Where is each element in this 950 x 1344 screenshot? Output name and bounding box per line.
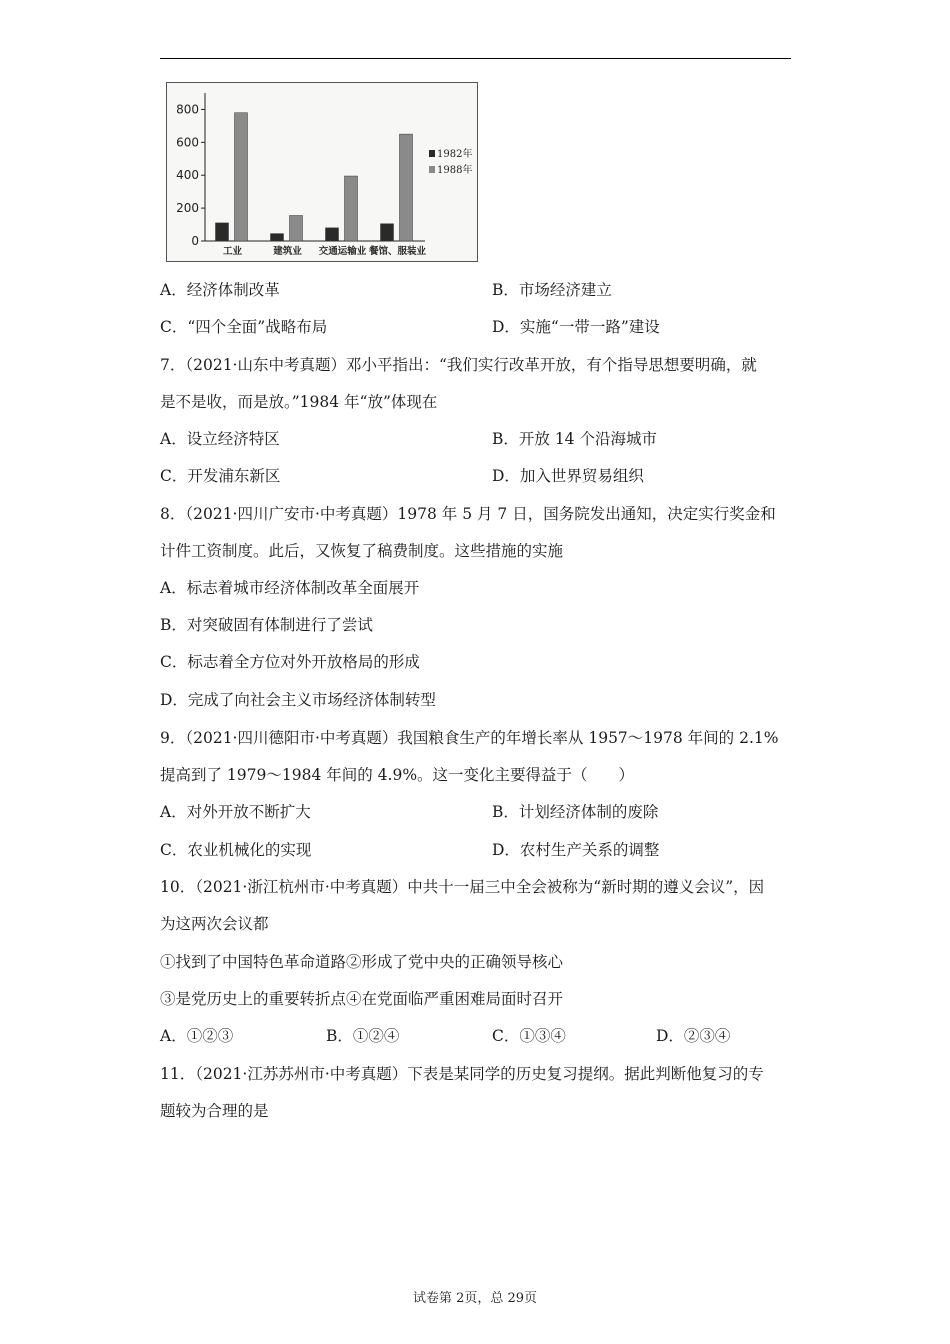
q9-stem-line1: 9．（2021·四川德阳市·中考真题）我国粮食生产的年增长率从 1957～1978 年间的 2.1%	[160, 729, 779, 747]
q6-option-a[interactable]: A．经济体制改革	[160, 281, 280, 299]
bar-chart-svg	[167, 83, 477, 261]
q9-option-a[interactable]: A．对外开放不断扩大	[160, 803, 311, 821]
bar-0-3	[381, 224, 394, 241]
y-tick-label: 0	[191, 234, 199, 248]
q8-option-b[interactable]: B．对突破固有体制进行了尝试	[160, 616, 373, 634]
bar-1-1	[290, 216, 303, 241]
q7-option-d[interactable]: D．加入世界贸易组织	[492, 467, 644, 485]
page-footer: 试卷第 2页，总 29页	[412, 1291, 538, 1306]
x-tick-label: 交通运输业	[318, 246, 367, 257]
bar-0-1	[271, 234, 284, 241]
q8-stem-line1: 8．（2021·四川广安市·中考真题）1978 年 5 月 7 日，国务院发出通知，决定实行奖金和	[160, 505, 776, 523]
x-tick-label: 餐馆、服装业	[368, 246, 427, 257]
q9-option-c[interactable]: C．农业机械化的实现	[160, 841, 312, 859]
q8-option-d[interactable]: D．完成了向社会主义市场经济体制转型	[160, 691, 436, 709]
bar-1-3	[400, 134, 413, 241]
bar-chart	[166, 82, 478, 262]
q6-option-b[interactable]: B．市场经济建立	[492, 281, 612, 299]
legend-label-1: 1988年	[437, 165, 473, 176]
bar-0-0	[216, 223, 229, 241]
legend-swatch-1	[429, 166, 435, 173]
q10-stem-line2: 为这两次会议都	[160, 915, 269, 933]
q10-option-a[interactable]: A．①②③	[160, 1027, 234, 1045]
legend-swatch-0	[429, 150, 435, 157]
x-tick-label: 建筑业	[273, 246, 302, 257]
q7-option-b[interactable]: B．开放 14 个沿海城市	[492, 430, 657, 448]
y-tick-label: 600	[176, 135, 199, 150]
bar-1-2	[345, 176, 358, 241]
q10-stem-line4: ③是党历史上的重要转折点④在党面临严重困难局面时召开	[160, 990, 564, 1008]
q10-option-b[interactable]: B．①②④	[326, 1027, 400, 1045]
q7-stem-line2: 是不是收，而是放。”1984 年“放”体现在	[160, 393, 438, 411]
q6-option-c[interactable]: C．“四个全面”战略布局	[160, 318, 328, 336]
x-tick-label: 工业	[222, 246, 243, 257]
y-tick-label: 200	[176, 201, 199, 216]
q9-option-d[interactable]: D．农村生产关系的调整	[492, 841, 660, 859]
q9-option-b[interactable]: B．计划经济体制的废除	[492, 803, 659, 821]
q9-stem-line2: 提高到了 1979～1984 年间的 4.9%。这一变化主要得益于（ ）	[160, 766, 635, 784]
legend-label-0: 1982年	[437, 149, 473, 160]
q8-option-c[interactable]: C．标志着全方位对外开放格局的形成	[160, 653, 420, 671]
y-tick-label: 400	[176, 168, 199, 183]
q8-option-a[interactable]: A．标志着城市经济体制改革全面展开	[160, 579, 420, 597]
bar-0-2	[326, 228, 339, 241]
q10-option-c[interactable]: C．①③④	[492, 1027, 566, 1045]
q7-option-a[interactable]: A．设立经济特区	[160, 430, 280, 448]
q7-option-c[interactable]: C．开发浦东新区	[160, 467, 281, 485]
q6-option-d[interactable]: D．实施“一带一路”建设	[492, 318, 660, 336]
q7-stem-line1: 7．（2021·山东中考真题）邓小平指出：“我们实行改革开放，有个指导思想要明确，就	[160, 356, 757, 374]
q10-option-d[interactable]: D．②③④	[656, 1027, 731, 1045]
q11-stem-line2: 题较为合理的是	[160, 1102, 269, 1120]
y-tick-label: 800	[176, 102, 199, 117]
q10-stem-line3: ①找到了中国特色革命道路②形成了党中央的正确领导核心	[160, 953, 564, 971]
q10-stem-line1: 10．（2021·浙江杭州市·中考真题）中共十一届三中全会被称为“新时期的遵义会议”，因	[160, 878, 765, 896]
q8-stem-line2: 计件工资制度。此后，又恢复了稿费制度。这些措施的实施	[160, 542, 564, 560]
q11-stem-line1: 11．（2021·江苏苏州市·中考真题）下表是某同学的历史复习提纲。据此判断他复习的专	[160, 1065, 764, 1083]
header-rule	[160, 58, 791, 59]
bar-1-0	[235, 113, 248, 241]
